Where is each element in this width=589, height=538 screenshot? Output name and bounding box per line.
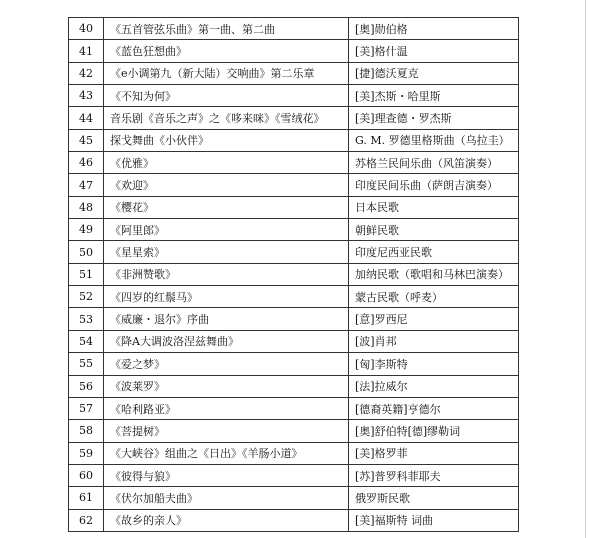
work-title: 《爱之梦》 xyxy=(104,353,349,375)
composer-origin: [匈]李斯特 xyxy=(349,353,519,375)
page-edge-line xyxy=(585,0,586,538)
table-row xyxy=(69,196,519,218)
table-row xyxy=(69,174,519,196)
composer-origin: [美]格什温 xyxy=(349,40,519,62)
composer-origin: [法]拉威尔 xyxy=(349,375,519,397)
work-title: 《e小调第九（新大陆）交响曲》第二乐章 xyxy=(104,62,349,84)
work-title: 探戈舞曲《小伙伴》 xyxy=(104,129,349,151)
table-row xyxy=(69,375,519,397)
composer-origin: [捷]德沃夏克 xyxy=(349,62,519,84)
table-row xyxy=(69,18,519,40)
composer-origin: 苏格兰民间乐曲（风笛演奏） xyxy=(349,152,519,174)
composer-origin: 印度尼西亚民歌 xyxy=(349,241,519,263)
table-row xyxy=(69,353,519,375)
composer-origin: [奥]勋伯格 xyxy=(349,18,519,40)
work-title: 《蓝色狂想曲》 xyxy=(104,40,349,62)
composer-origin: [德裔英籍]亨德尔 xyxy=(349,397,519,419)
composer-origin: 加纳民歌（歌唱和马林巴演奏） xyxy=(349,263,519,285)
composer-origin: 朝鲜民歌 xyxy=(349,219,519,241)
table-row xyxy=(69,263,519,285)
row-number: 49 xyxy=(69,219,104,241)
row-number: 48 xyxy=(69,196,104,218)
table-row xyxy=(69,487,519,509)
work-title: 音乐剧《音乐之声》之《哆来咪》《雪绒花》 xyxy=(104,107,349,129)
composer-origin: 日本民歌 xyxy=(349,196,519,218)
table-row xyxy=(69,107,519,129)
composer-origin: [苏]普罗科菲耶夫 xyxy=(349,464,519,486)
row-number: 55 xyxy=(69,353,104,375)
work-title: 《四岁的红鬃马》 xyxy=(104,286,349,308)
work-title: 《降A大调波洛涅兹舞曲》 xyxy=(104,330,349,352)
work-title: 《故乡的亲人》 xyxy=(104,509,349,531)
row-number: 45 xyxy=(69,129,104,151)
table-row xyxy=(69,509,519,531)
composer-origin: 蒙古民歌（呼麦） xyxy=(349,286,519,308)
work-title: 《威廉・退尔》序曲 xyxy=(104,308,349,330)
music-list-table xyxy=(68,17,519,532)
table-row xyxy=(69,442,519,464)
row-number: 52 xyxy=(69,286,104,308)
table-row xyxy=(69,219,519,241)
composer-origin: [意]罗西尼 xyxy=(349,308,519,330)
row-number: 61 xyxy=(69,487,104,509)
table-row xyxy=(69,85,519,107)
work-title: 《哈利路亚》 xyxy=(104,397,349,419)
table-row xyxy=(69,286,519,308)
row-number: 51 xyxy=(69,263,104,285)
work-title: 《不知为何》 xyxy=(104,85,349,107)
table-row xyxy=(69,40,519,62)
composer-origin: [波]肖邦 xyxy=(349,330,519,352)
table-row xyxy=(69,62,519,84)
composer-origin: 印度民间乐曲（萨朗吉演奏） xyxy=(349,174,519,196)
table-row xyxy=(69,397,519,419)
music-list-body xyxy=(69,18,519,532)
row-number: 60 xyxy=(69,464,104,486)
work-title: 《樱花》 xyxy=(104,196,349,218)
row-number: 58 xyxy=(69,420,104,442)
table-row xyxy=(69,464,519,486)
work-title: 《欢迎》 xyxy=(104,174,349,196)
table-row xyxy=(69,129,519,151)
work-title: 《阿里郎》 xyxy=(104,219,349,241)
row-number: 43 xyxy=(69,85,104,107)
work-title: 《大峡谷》组曲之《日出》《羊肠小道》 xyxy=(104,442,349,464)
row-number: 57 xyxy=(69,397,104,419)
row-number: 54 xyxy=(69,330,104,352)
work-title: 《菩提树》 xyxy=(104,420,349,442)
composer-origin: [美]福斯特 词曲 xyxy=(349,509,519,531)
composer-origin: [美]格罗菲 xyxy=(349,442,519,464)
composer-origin: [美]理查德・罗杰斯 xyxy=(349,107,519,129)
work-title: 《星星索》 xyxy=(104,241,349,263)
row-number: 50 xyxy=(69,241,104,263)
row-number: 40 xyxy=(69,18,104,40)
row-number: 42 xyxy=(69,62,104,84)
work-title: 《彼得与狼》 xyxy=(104,464,349,486)
row-number: 41 xyxy=(69,40,104,62)
work-title: 《伏尔加船夫曲》 xyxy=(104,487,349,509)
row-number: 46 xyxy=(69,152,104,174)
row-number: 56 xyxy=(69,375,104,397)
row-number: 62 xyxy=(69,509,104,531)
work-title: 《波莱罗》 xyxy=(104,375,349,397)
table-row xyxy=(69,152,519,174)
table-row xyxy=(69,308,519,330)
composer-origin: [美]杰斯・哈里斯 xyxy=(349,85,519,107)
composer-origin: 俄罗斯民歌 xyxy=(349,487,519,509)
work-title: 《非洲赞歌》 xyxy=(104,263,349,285)
row-number: 53 xyxy=(69,308,104,330)
composer-origin: G. M. 罗德里格斯曲（乌拉圭） xyxy=(349,129,519,151)
row-number: 47 xyxy=(69,174,104,196)
table-row xyxy=(69,330,519,352)
row-number: 59 xyxy=(69,442,104,464)
table-row xyxy=(69,420,519,442)
table-row xyxy=(69,241,519,263)
row-number: 44 xyxy=(69,107,104,129)
work-title: 《优雅》 xyxy=(104,152,349,174)
composer-origin: [奥]舒伯特[德]缪勒词 xyxy=(349,420,519,442)
work-title: 《五首管弦乐曲》第一曲、第二曲 xyxy=(104,18,349,40)
